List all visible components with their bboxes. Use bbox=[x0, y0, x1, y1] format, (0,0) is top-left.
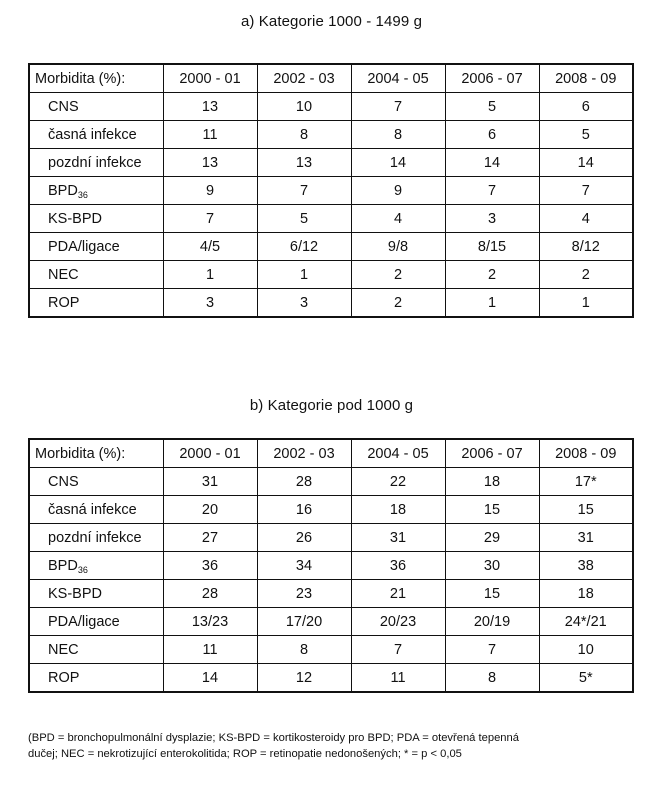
value-cell: 18 bbox=[445, 468, 539, 496]
row-label: časná infekce bbox=[48, 126, 137, 143]
value-cell: 20/23 bbox=[351, 608, 445, 636]
header-row bbox=[29, 439, 633, 468]
header-period-cell: 2002 - 03 bbox=[257, 439, 351, 468]
value-cell: 36 bbox=[163, 552, 257, 580]
value-cell: 5 bbox=[257, 205, 351, 233]
value-cell: 11 bbox=[351, 664, 445, 693]
row-label-cell bbox=[29, 524, 163, 552]
header-period-cell: 2002 - 03 bbox=[257, 64, 351, 93]
header-period-cell: 2000 - 01 bbox=[163, 64, 257, 93]
value-cell: 8/15 bbox=[445, 233, 539, 261]
value-cell: 15 bbox=[445, 496, 539, 524]
table-row bbox=[29, 233, 633, 261]
row-label-cell bbox=[29, 468, 163, 496]
value-cell: 2 bbox=[351, 261, 445, 289]
header-period-cell: 2004 - 05 bbox=[351, 64, 445, 93]
value-cell: 8 bbox=[445, 664, 539, 693]
row-label-cell bbox=[29, 608, 163, 636]
row-label: PDA/ligace bbox=[48, 613, 120, 630]
value-cell: 8/12 bbox=[539, 233, 633, 261]
row-label: PDA/ligace bbox=[48, 238, 120, 255]
value-cell: 8 bbox=[351, 121, 445, 149]
row-label-subscript: 36 bbox=[77, 189, 88, 200]
row-label: KS-BPD bbox=[48, 585, 102, 602]
value-cell: 22 bbox=[351, 468, 445, 496]
row-label-cell bbox=[29, 121, 163, 149]
value-cell: 11 bbox=[163, 636, 257, 664]
value-cell: 6/12 bbox=[257, 233, 351, 261]
value-cell: 30 bbox=[445, 552, 539, 580]
value-cell: 2 bbox=[539, 261, 633, 289]
row-label-cell bbox=[29, 233, 163, 261]
value-cell: 21 bbox=[351, 580, 445, 608]
header-period-cell: 2000 - 01 bbox=[163, 439, 257, 468]
table-row bbox=[29, 149, 633, 177]
row-label-cell bbox=[29, 261, 163, 289]
value-cell: 9 bbox=[351, 177, 445, 205]
value-cell: 17* bbox=[539, 468, 633, 496]
value-cell: 14 bbox=[351, 149, 445, 177]
value-cell: 7 bbox=[257, 177, 351, 205]
value-cell: 4/5 bbox=[163, 233, 257, 261]
table-row bbox=[29, 636, 633, 664]
value-cell: 18 bbox=[539, 580, 633, 608]
table-row bbox=[29, 468, 633, 496]
row-label-cell bbox=[29, 289, 163, 318]
value-cell: 5* bbox=[539, 664, 633, 693]
value-cell: 31 bbox=[163, 468, 257, 496]
value-cell: 8 bbox=[257, 121, 351, 149]
table-row bbox=[29, 205, 633, 233]
value-cell: 1 bbox=[163, 261, 257, 289]
value-cell: 29 bbox=[445, 524, 539, 552]
table-row bbox=[29, 121, 633, 149]
row-label: BPD bbox=[48, 182, 78, 199]
value-cell: 6 bbox=[539, 93, 633, 121]
value-cell: 17/20 bbox=[257, 608, 351, 636]
value-cell: 9/8 bbox=[351, 233, 445, 261]
morbidity-table-b bbox=[28, 438, 634, 693]
value-cell: 28 bbox=[163, 580, 257, 608]
row-label: NEC bbox=[48, 266, 79, 283]
value-cell: 1 bbox=[445, 289, 539, 318]
row-label-cell bbox=[29, 552, 163, 580]
row-label-cell bbox=[29, 636, 163, 664]
row-label-cell bbox=[29, 580, 163, 608]
row-label-cell bbox=[29, 93, 163, 121]
footnote bbox=[28, 730, 638, 762]
value-cell: 3 bbox=[163, 289, 257, 318]
header-label-cell: Morbidita (%): bbox=[29, 64, 163, 93]
value-cell: 7 bbox=[163, 205, 257, 233]
value-cell: 7 bbox=[539, 177, 633, 205]
row-label: časná infekce bbox=[48, 501, 137, 518]
table-row bbox=[29, 664, 633, 693]
value-cell: 10 bbox=[257, 93, 351, 121]
value-cell: 36 bbox=[351, 552, 445, 580]
header-period-cell: 2008 - 09 bbox=[539, 439, 633, 468]
value-cell: 12 bbox=[257, 664, 351, 693]
table-row bbox=[29, 524, 633, 552]
value-cell: 3 bbox=[445, 205, 539, 233]
value-cell: 6 bbox=[445, 121, 539, 149]
value-cell: 20/19 bbox=[445, 608, 539, 636]
table-row bbox=[29, 552, 633, 580]
header-period-cell: 2004 - 05 bbox=[351, 439, 445, 468]
header-period-cell: 2006 - 07 bbox=[445, 64, 539, 93]
row-label-cell bbox=[29, 205, 163, 233]
value-cell: 28 bbox=[257, 468, 351, 496]
value-cell: 1 bbox=[539, 289, 633, 318]
value-cell: 7 bbox=[351, 636, 445, 664]
value-cell: 4 bbox=[539, 205, 633, 233]
row-label: BPD bbox=[48, 557, 78, 574]
value-cell: 31 bbox=[539, 524, 633, 552]
value-cell: 7 bbox=[445, 636, 539, 664]
table-b-title: b) Kategorie pod 1000 g bbox=[249, 397, 414, 414]
footnote-line-2: dučej; NEC = nekrotizující enterokolitida; ROP = retinopatie nedonošených; * = p < 0,05 bbox=[28, 748, 462, 760]
value-cell: 14 bbox=[445, 149, 539, 177]
table-row bbox=[29, 496, 633, 524]
value-cell: 27 bbox=[163, 524, 257, 552]
value-cell: 18 bbox=[351, 496, 445, 524]
row-label: ROP bbox=[48, 294, 80, 311]
value-cell: 10 bbox=[539, 636, 633, 664]
value-cell: 1 bbox=[257, 261, 351, 289]
value-cell: 16 bbox=[257, 496, 351, 524]
row-label: CNS bbox=[48, 473, 79, 490]
table-row bbox=[29, 580, 633, 608]
row-label-subscript: 36 bbox=[77, 564, 88, 575]
value-cell: 13/23 bbox=[163, 608, 257, 636]
table-row bbox=[29, 261, 633, 289]
value-cell: 7 bbox=[445, 177, 539, 205]
value-cell: 7 bbox=[351, 93, 445, 121]
value-cell: 14 bbox=[539, 149, 633, 177]
row-label: NEC bbox=[48, 641, 79, 658]
value-cell: 5 bbox=[445, 93, 539, 121]
value-cell: 9 bbox=[163, 177, 257, 205]
value-cell: 23 bbox=[257, 580, 351, 608]
value-cell: 4 bbox=[351, 205, 445, 233]
morbidity-table-a bbox=[28, 63, 634, 318]
value-cell: 2 bbox=[445, 261, 539, 289]
value-cell: 3 bbox=[257, 289, 351, 318]
value-cell: 11 bbox=[163, 121, 257, 149]
value-cell: 15 bbox=[445, 580, 539, 608]
table-row bbox=[29, 608, 633, 636]
row-label-cell bbox=[29, 664, 163, 693]
value-cell: 31 bbox=[351, 524, 445, 552]
row-label: ROP bbox=[48, 669, 80, 686]
header-period-cell: 2008 - 09 bbox=[539, 64, 633, 93]
value-cell: 20 bbox=[163, 496, 257, 524]
row-label: KS-BPD bbox=[48, 210, 102, 227]
header-row bbox=[29, 64, 633, 93]
value-cell: 15 bbox=[539, 496, 633, 524]
row-label: pozdní infekce bbox=[48, 529, 142, 546]
row-label: pozdní infekce bbox=[48, 154, 142, 171]
value-cell: 8 bbox=[257, 636, 351, 664]
value-cell: 26 bbox=[257, 524, 351, 552]
table-row bbox=[29, 289, 633, 318]
value-cell: 34 bbox=[257, 552, 351, 580]
header-period-cell: 2006 - 07 bbox=[445, 439, 539, 468]
value-cell: 2 bbox=[351, 289, 445, 318]
row-label-cell bbox=[29, 149, 163, 177]
table-row bbox=[29, 93, 633, 121]
footnote-line-1: (BPD = bronchopulmonální dysplazie; KS-BPD = kortikosteroidy pro BPD; PDA = otevřená tepenná bbox=[28, 732, 519, 744]
row-label: CNS bbox=[48, 98, 79, 115]
value-cell: 38 bbox=[539, 552, 633, 580]
table-a-title: a) Kategorie 1000 - 1499 g bbox=[240, 13, 423, 30]
value-cell: 13 bbox=[163, 93, 257, 121]
row-label-cell bbox=[29, 496, 163, 524]
value-cell: 5 bbox=[539, 121, 633, 149]
header-label-cell: Morbidita (%): bbox=[29, 439, 163, 468]
value-cell: 24*/21 bbox=[539, 608, 633, 636]
table-row bbox=[29, 177, 633, 205]
value-cell: 14 bbox=[163, 664, 257, 693]
value-cell: 13 bbox=[257, 149, 351, 177]
row-label-cell bbox=[29, 177, 163, 205]
value-cell: 13 bbox=[163, 149, 257, 177]
